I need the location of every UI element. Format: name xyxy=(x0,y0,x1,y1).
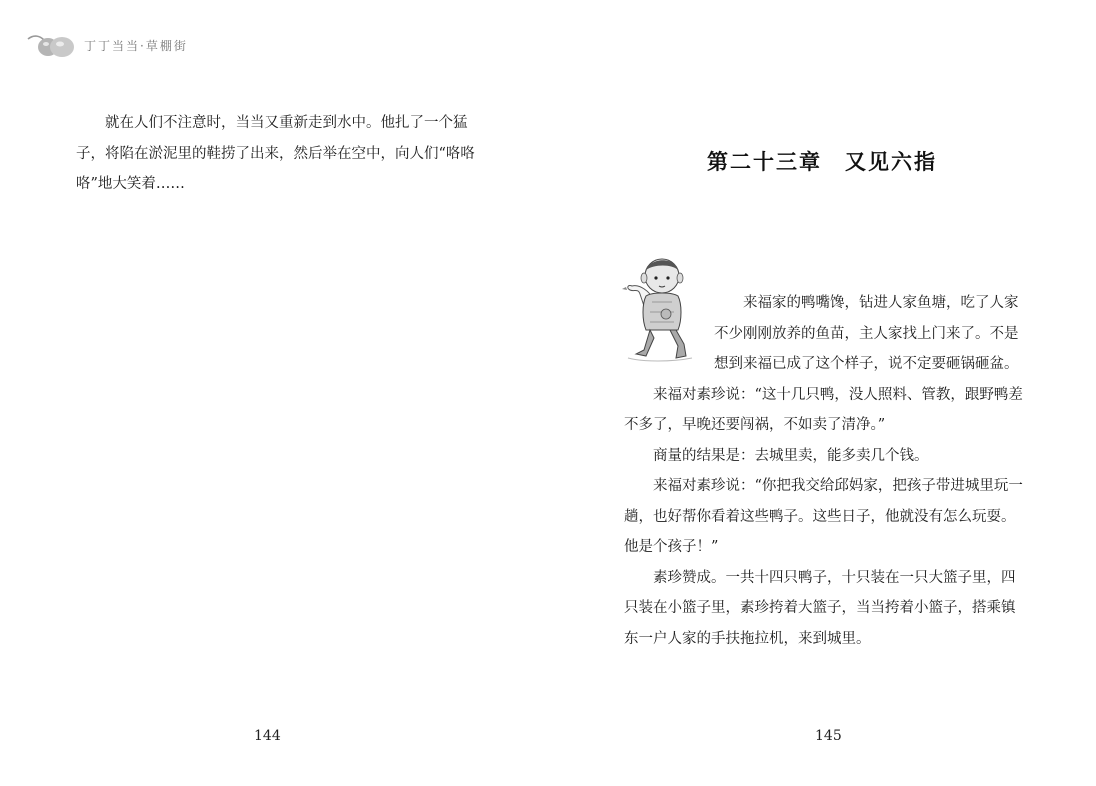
left-body-text xyxy=(76,108,476,200)
series-title: 丁丁当当·草棚街 xyxy=(84,38,188,53)
page-number-left: 144 xyxy=(254,728,281,744)
paragraph: 商量的结果是：去城里卖，能多卖几个钱。 xyxy=(653,447,929,464)
illustration-wrap-space xyxy=(624,288,714,378)
paragraph: 来福对素珍说：“你把我交给邱妈家，把孩子带进城里玩一趟，也好帮你看着这些鸭子。这些日子，他就没有怎么玩耍。他是个孩子！” xyxy=(624,478,1023,555)
right-body-text xyxy=(624,288,1024,654)
paragraph: 来福家的鸭嘴馋，钻进人家鱼塘，吃了人家不少刚刚放养的鱼苗，主人家找上门来了。不是想到来福已成了这个样子，说不定要砸锅砸盆。 xyxy=(714,295,1019,372)
chapter-title: 第二十三章 又见六指 xyxy=(707,149,937,174)
paragraph: 素珍赞成。一共十四只鸭子，十只装在一只大篮子里，四只装在小篮子里，素珍挎着大篮子，当当挎着小篮子，搭乘镇东一户人家的手扶拖拉机，来到城里。 xyxy=(624,569,1016,647)
page-number-right: 145 xyxy=(815,728,842,744)
paragraph: 就在人们不注意时，当当又重新走到水中。他扎了一个猛子，将陷在淤泥里的鞋捞了出来，然后举在空中，向人们“咯咯咯”地大笑着…… xyxy=(76,115,475,192)
paragraph: 来福对素珍说：“这十几只鸭，没人照料、管教，跟野鸭差不多了，早晚还要闯祸，不如卖了清净。” xyxy=(624,386,1023,433)
